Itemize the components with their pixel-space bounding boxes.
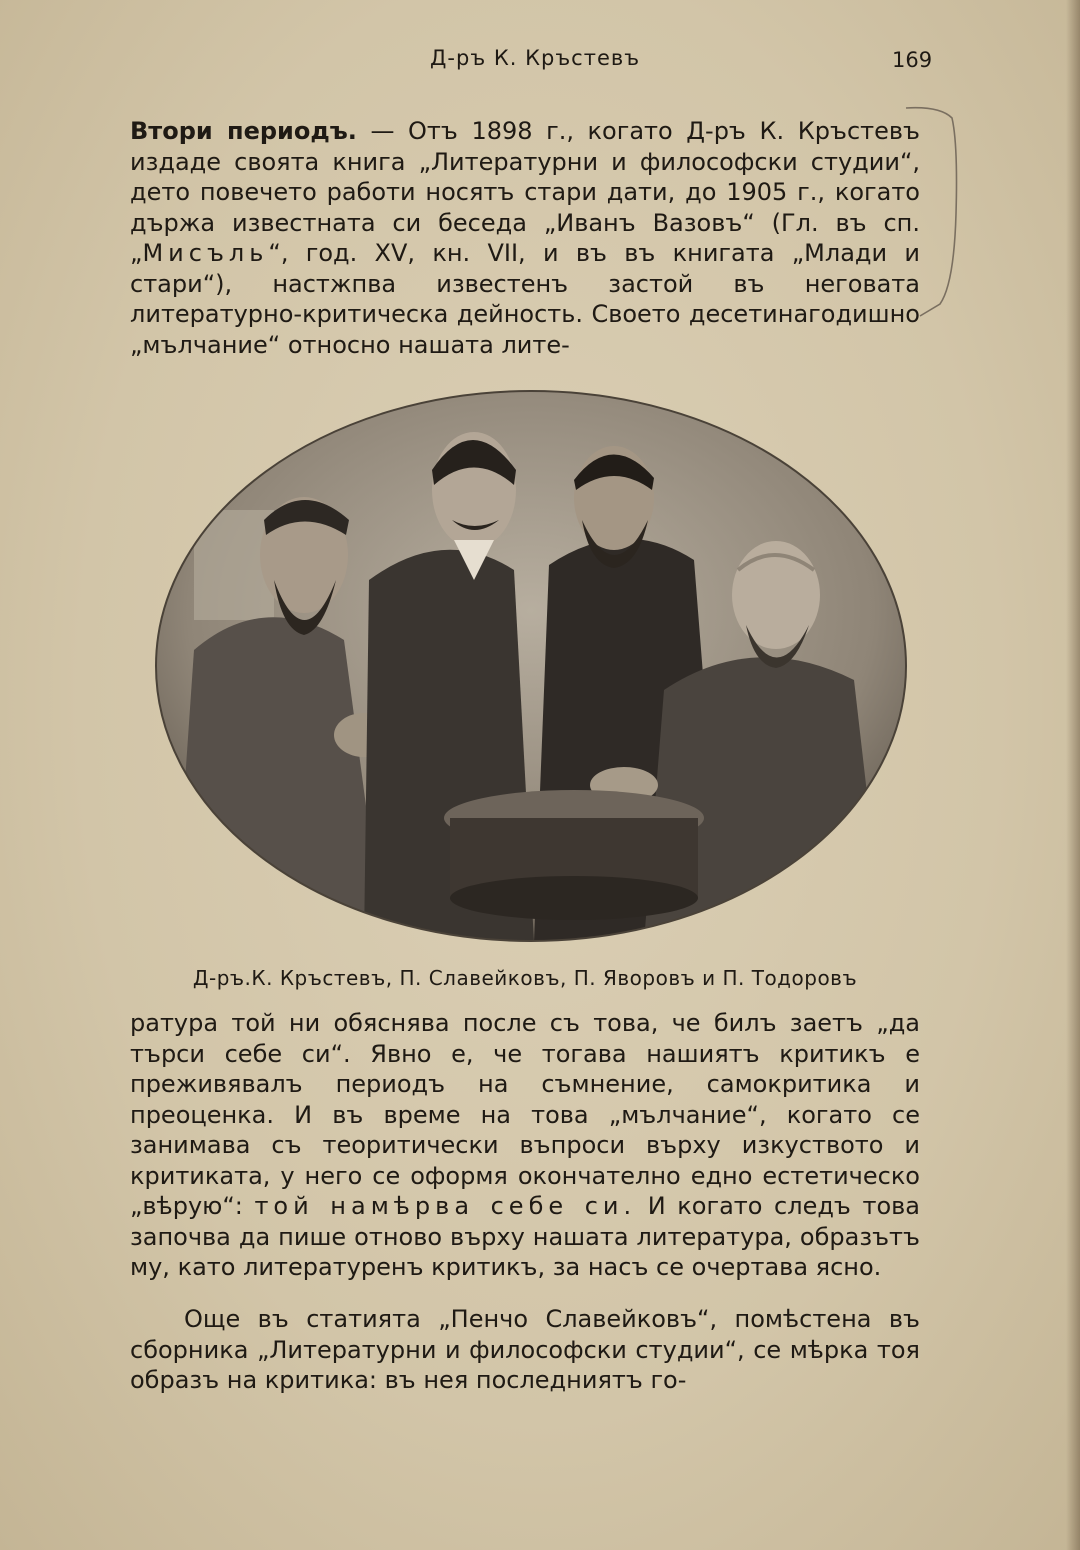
page-number: 169 [892,48,933,72]
paragraph-1-spaced-title: Мисъль [142,239,269,267]
paragraph-2-text-a: ратура той ни обяснява после съ това, че билъ заетъ „да търси себе си“. Явно е, че тогава нашиятъ критикъ е преживявалъ периодъ на съмнение, самокритика и преоценка. И въ време на това „мълчание“, когато се занимава съ теоритически въпроси върху изкуството и критиката, у него се оформя окончателно едно естетическо „вѣрую“: [130,1009,920,1220]
margin-pencil-mark [900,104,960,324]
paragraph-1-text-a: — Отъ 1898 г., когато Д-ръ К. Кръстевъ издаде своята книга „Литературни и философски студии“, дето повечето работи носятъ стари дати, до 1905 г., когато държа известната си беседа „Иванъ Вазовъ“ (Гл. въ сп. „ [130,117,920,267]
paragraph-1 [130,116,920,360]
running-head: Д-ръ К. Кръстевъ [430,46,641,70]
round-table [444,790,704,920]
paragraph-1-text-b: “, год. XV, кн. VII, и въ въ книгата „Млади и стари“), настжпва известенъ застой въ неговата литературно-критическа дейность. Своето десетинагодишно „мълчание“ относно нашата лите- [130,239,920,359]
section-heading: Втори периодъ. [130,117,357,145]
paragraph-2-spaced-phrase: той намѣрва себе си. [254,1192,637,1220]
paragraph-2 [130,1008,920,1283]
paragraph-2-text-b: И когато следъ това започва да пише отново върху нашата литература, образътъ му, като литературенъ критикъ, за насъ се очертава ясно. [130,1192,920,1281]
photo-caption: Д-ръ.К. Кръстевъ, П. Славейковъ, П. Яворовъ и П. Тодоровъ [192,966,858,990]
paragraph-3: Още въ статията „Пенчо Славейковъ“, помѣстена въ сборника „Литературни и философски студии“, се мѣрка тоя образъ на критика: въ нея последниятъ го- [130,1305,920,1394]
group-photograph [154,390,908,942]
